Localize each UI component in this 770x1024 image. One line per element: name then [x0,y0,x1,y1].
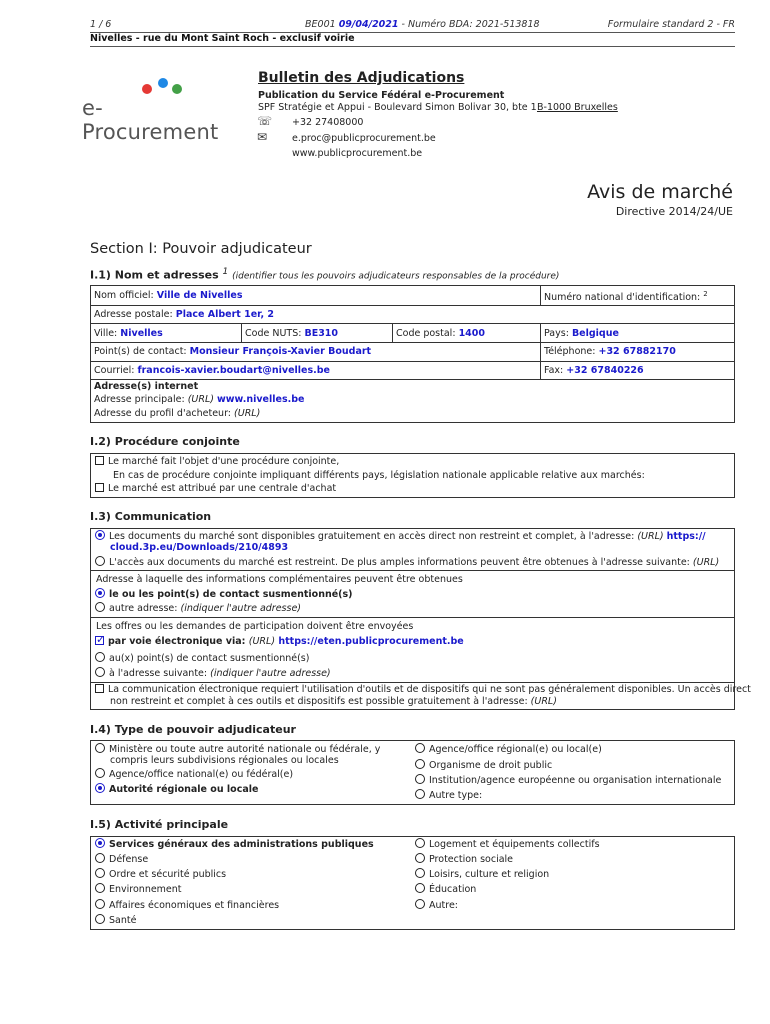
activity-general-services-radio[interactable] [95,838,105,848]
activity-recreation [415,868,549,880]
logo-text: e-Procurement [82,96,219,144]
url-hint: (URL) [234,408,261,419]
option-label: non restreint et complet à ces outils et dispositifs est possible gratuitement à l'adresse: [110,696,528,707]
phone-field [540,344,680,359]
field-label: Courriel: [94,365,135,376]
option-label: Services généraux des administrations publiques [109,839,374,850]
activity-housing [415,838,600,850]
activity-public-order-radio[interactable] [95,868,105,878]
option-label: Institution/agence européenne ou organisation internationale [429,775,722,786]
box-divider [90,682,735,683]
field-value: Nivelles [120,328,163,339]
subsection-title-joint-procurement: I.2) Procédure conjointe [90,435,240,448]
bulletin-phone: +32 27408000 [292,117,364,128]
authority-type-regional-agency-radio[interactable] [415,743,425,753]
box-divider [90,617,735,618]
main-address-field [90,392,308,407]
central-purchasing-checkbox[interactable] [95,483,104,492]
offers-other-address-radio[interactable] [95,667,105,677]
official-name-field [90,288,247,303]
documents-url-part2[interactable]: cloud.3p.eu/Downloads/210/4893 [110,542,289,553]
info-contact-point-radio[interactable] [95,588,105,598]
url-hint: (URL) [637,531,664,542]
field-label: Adresse du profil d'acheteur: [94,408,232,419]
authority-type-other [415,789,482,801]
field-value: BE310 [304,328,339,339]
logo-dot-blue [158,78,168,88]
authority-type-national-agency-radio[interactable] [95,768,105,778]
subsection-title-names-addresses [90,267,559,282]
authority-type-ministry [95,743,380,755]
option-label: Agence/office national(e) ou fédéral(e) [109,769,294,780]
authority-type-ministry-radio[interactable] [95,743,105,753]
field-value[interactable]: francois-xavier.boudart@nivelles.be [137,365,330,376]
field-value: +32 67882170 [598,346,676,357]
logo-dot-red [142,84,152,94]
authority-type-public-body [415,759,552,771]
activity-health [95,914,136,926]
offers-electronic-option [95,636,464,647]
joint-procurement-note: En cas de procédure conjointe impliquant différents pays, législation nationale applicable relative aux marchés: [113,470,645,481]
url-hint: (URL) [187,394,214,405]
option-label: par voie électronique via: [108,636,246,647]
authority-type-regional-local [95,783,258,795]
ref-date: 09/04/2021 [338,19,399,30]
authority-type-national-agency [95,768,293,780]
joint-procurement-option [95,456,339,467]
field-label: Code NUTS: [245,328,302,339]
page-number: 1 / 6 [90,19,112,30]
field-value: Place Albert 1er, 2 [175,309,274,320]
authority-type-public-body-radio[interactable] [415,759,425,769]
info-other-address-option [95,602,301,614]
option-label: Organisme de droit public [429,760,553,771]
option-label: Protection sociale [429,854,514,865]
activity-public-order [95,868,226,880]
authority-type-eu-institution-radio[interactable] [415,774,425,784]
url-hint: (URL) [248,636,276,647]
option-label: autre adresse: [109,603,178,614]
bulletin-publisher: Publication du Service Fédéral e-Procurement [258,90,505,101]
subsection-title-main-activity: I.5) Activité principale [90,818,229,831]
offers-other-address-option [95,667,331,679]
field-label: Point(s) de contact: [94,346,187,357]
fax-field [540,363,648,378]
authority-type-other-radio[interactable] [415,789,425,799]
option-label: Autre type: [429,790,483,801]
activity-social-protection [415,853,513,865]
offers-contact-point-radio[interactable] [95,652,105,662]
option-label: Autre: [429,900,458,911]
email-field [90,363,334,378]
documents-free-radio[interactable] [95,530,105,540]
field-label: Code postal: [396,328,456,339]
option-label: Affaires économiques et financières [109,900,280,911]
country-field [540,326,623,341]
offers-contact-point-option [95,652,309,664]
central-purchasing-option [95,483,336,494]
ref-prefix: BE001 [305,19,336,30]
activity-housing-radio[interactable] [415,838,425,848]
e-procurement-logo [82,76,227,144]
field-value: Monsieur François-Xavier Boudart [189,346,372,357]
activity-recreation-radio[interactable] [415,868,425,878]
joint-procurement-checkbox[interactable] [95,456,104,465]
envelope-icon: ✉ [257,130,268,144]
info-other-address-radio[interactable] [95,602,105,612]
info-contact-point-option [95,588,353,600]
documents-restricted-radio[interactable] [95,556,105,566]
field-label: Pays: [544,328,569,339]
documents-url-part1[interactable]: https:// [666,531,706,542]
option-label: Loisirs, culture et religion [429,869,550,880]
activity-social-protection-radio[interactable] [415,853,425,863]
field-label: Nom officiel: [94,290,154,301]
activity-education [415,883,476,895]
option-label: Ordre et sécurité publics [109,869,227,880]
option-label: L'accès aux documents du marché est restreint. De plus amples informations peuvent être obtenues à l'adresse suivante: [109,557,690,568]
option-label: Logement et équipements collectifs [429,839,600,850]
option-label: Le marché est attribué par une centrale d'achat [108,483,337,494]
option-label: Ministère ou toute autre autorité nationale ou fédérale, y [109,744,381,755]
activity-economic-affairs-radio[interactable] [95,899,105,909]
form-type: Formulaire standard 2 - FR [607,19,735,30]
notice-reference [305,19,540,30]
subsection-title-authority-type: I.4) Type de pouvoir adjudicateur [90,723,296,736]
table-row-divider [90,361,735,362]
box-divider [90,570,735,571]
field-value: Ville de Nivelles [156,290,243,301]
field-label: Téléphone: [544,346,596,357]
activity-economic-affairs [95,899,279,911]
ref-bda: - Numéro BDA: 2021-513818 [401,19,540,30]
activity-general-services [95,838,374,850]
field-value: Belgique [571,328,619,339]
activity-environment [95,883,182,895]
field-label: Fax: [544,365,564,376]
option-hint: (indiquer l'autre adresse) [210,668,331,679]
activity-other [415,899,458,911]
notice-directive: Directive 2014/24/UE [615,205,733,218]
notice-title: Avis de marché [587,181,733,203]
activity-defence-radio[interactable] [95,853,105,863]
contact-point-field [90,344,375,359]
zip-code-field [392,326,489,341]
field-label: Ville: [94,328,118,339]
authority-type-eu-institution [415,774,721,786]
documents-restricted-option [95,556,719,568]
phone-icon: ☏ [257,114,273,128]
field-label: Numéro national d'identification: [544,292,701,304]
field-value: 1400 [458,328,486,339]
activity-defence [95,853,148,865]
field-value: +32 67840226 [566,365,644,376]
field-label: Adresse principale: [94,394,185,405]
offers-label: Les offres ou les demandes de participation doivent être envoyées [96,621,414,632]
option-label: Environnement [109,884,182,895]
option-label: Éducation [429,884,477,895]
offers-url-link[interactable]: https://eten.publicprocurement.be [278,636,464,647]
activity-other-radio[interactable] [415,899,425,909]
city-field [90,326,167,341]
table-row-divider [90,342,735,343]
offers-electronic-checkbox[interactable] [95,636,104,645]
postal-address-field [90,307,278,322]
option-label: au(x) point(s) de contact susmentionné(s) [109,653,310,664]
subsection-title-communication: I.3) Communication [90,510,212,523]
authority-type-ministry-cont: compris leurs subdivisions régionales ou locales [110,755,339,766]
option-label: Le marché fait l'objet d'une procédure conjointe, [108,456,340,467]
nuts-code-field [241,326,342,341]
notice-subtitle: Nivelles - rue du Mont Saint Roch - exclusif voirie [90,33,355,44]
activity-environment-radio[interactable] [95,883,105,893]
option-label: Défense [109,854,149,865]
bulletin-address: SPF Stratégie et Appui - Boulevard Simon Bolivar 30, bte 1 [258,102,537,113]
electronic-tools-continued [110,696,557,707]
table-row-divider [90,323,735,324]
option-hint: (indiquer l'autre adresse) [180,603,301,614]
bulletin-city: B-1000 Bruxelles [537,102,618,113]
bulletin-web[interactable]: www.publicprocurement.be [292,148,423,159]
header-divider-2 [90,46,735,47]
logo-dot-green [172,84,182,94]
electronic-tools-checkbox[interactable] [95,684,104,693]
national-id-field [540,288,712,305]
url-hint: (URL) [692,557,720,568]
additional-info-label: Adresse à laquelle des informations complémentaires peuvent être obtenues [96,574,463,585]
authority-type-regional-local-radio[interactable] [95,783,105,793]
option-label: le ou les point(s) de contact susmentionné(s) [109,589,353,600]
bulletin-email[interactable]: e.proc@publicprocurement.be [292,133,436,144]
option-label: Autorité régionale ou locale [109,784,259,795]
option-label: Santé [109,915,137,926]
option-label: Les documents du marché sont disponibles gratuitement en accès direct non restreint et complet, à l'adresse: [109,531,635,542]
footnote-mark: 1 [222,267,229,277]
main-activity-box [90,836,735,930]
buyer-profile-field [90,406,264,421]
activity-education-radio[interactable] [415,883,425,893]
field-label: Adresse postale: [94,309,173,320]
option-label: Agence/office régional(e) ou local(e) [429,744,602,755]
option-label: La communication électronique requiert l'utilisation d'outils et de dispositifs qui ne sont pas généralement disponibles. Un accès direct [108,684,751,695]
bulletin-title: Bulletin des Adjudications [258,70,465,86]
main-url-link[interactable]: www.nivelles.be [217,394,305,405]
subsection-note: (identifier tous les pouvoirs adjudicateurs responsables de la procédure) [232,271,560,282]
electronic-tools-option [95,684,751,695]
authority-type-regional-agency [415,743,602,755]
option-label: à l'adresse suivante: [109,668,208,679]
section-title: Section I: Pouvoir adjudicateur [90,241,312,257]
internet-addresses-label: Adresse(s) internet [94,381,199,392]
activity-health-radio[interactable] [95,914,105,924]
subsection-label: I.1) Nom et adresses [90,268,219,282]
footnote-mark: 2 [703,290,708,298]
url-hint: (URL) [530,696,557,707]
documents-free-option [95,530,706,542]
